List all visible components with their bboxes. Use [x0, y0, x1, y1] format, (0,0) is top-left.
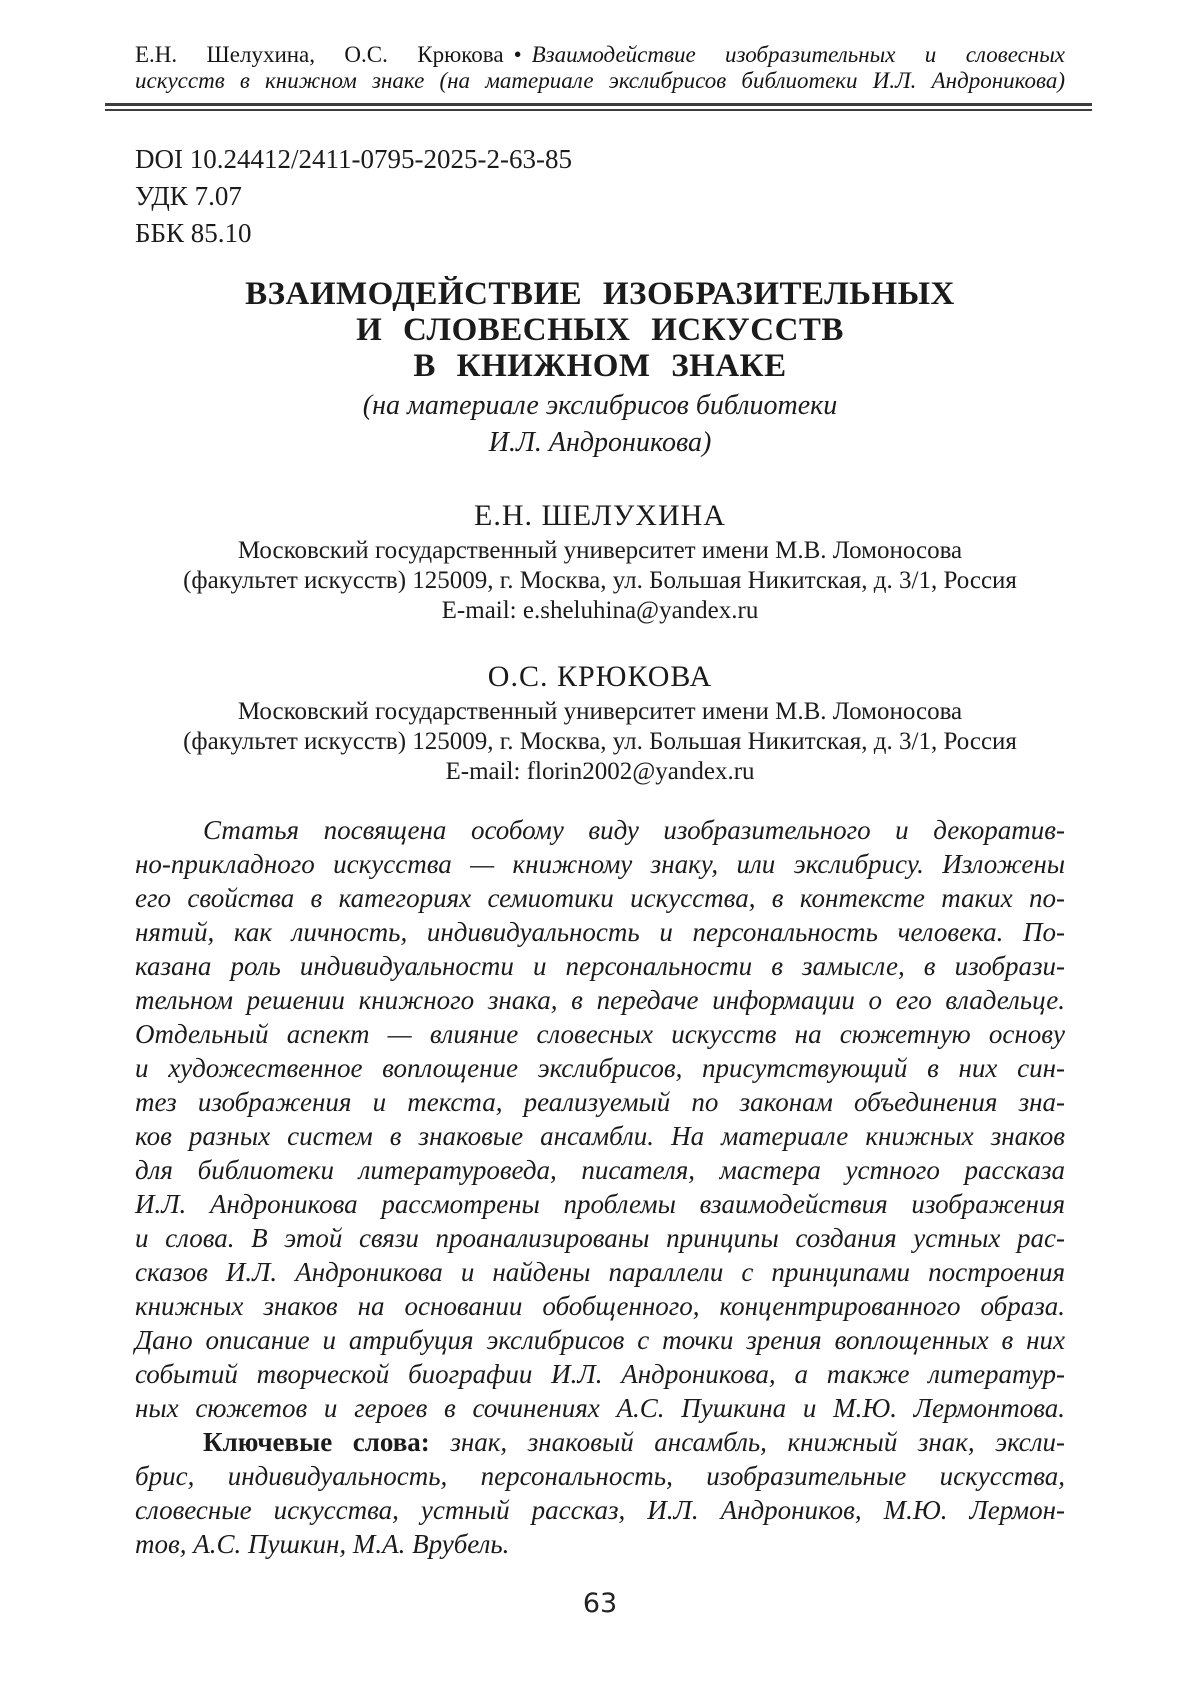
author-1-affiliation-line-1: Московский государственный университет имени М.В. Ломоносова [237, 537, 963, 564]
article-subtitle-line-2: И.Л. Андроникова) [488, 427, 712, 458]
abstract-line: событий творческой биографии И.Л. Андроникова, а также литератур- [135, 1359, 1065, 1389]
abstract-line: для библиотеки литературоведа, писателя, мастера устного рассказа [135, 1155, 1065, 1185]
running-header-line-1 [135, 42, 1065, 68]
abstract-line: ков разных систем в знаковые ансамбли. На материале книжных знаков [135, 1121, 1065, 1151]
abstract-line: его свойства в категориях семиотики искусства, в контексте таких по- [135, 883, 1065, 913]
author-1-affiliation-line-2: (факультет искусств) 125009, г. Москва, ул. Большая Никитская, д. 3/1, Россия [183, 567, 1017, 594]
author-1-email: E-mail: e.sheluhina@yandex.ru [441, 597, 759, 624]
author-1-affiliation [135, 536, 1065, 626]
abstract-line: тельном решении книжного знака, в передаче информации о его владельце. [135, 985, 1065, 1015]
running-header-title-part: Взаимодействие изобразительных и словесных [531, 42, 1065, 67]
author-2-affiliation-line-1: Московский государственный университет имени М.В. Ломоносова [237, 698, 963, 725]
article-title-line-3: В КНИЖНОМ ЗНАКЕ [413, 348, 787, 384]
running-header-authors: Е.Н. Шелухина, О.С. Крюкова [135, 42, 504, 67]
keywords-line: тов, А.С. Пушкин, М.А. Врубель. [135, 1529, 510, 1559]
keywords-text: знак, знаковый ансамбль, книжный знак, эксли- [429, 1427, 1065, 1457]
abstract-line: Статья посвящена особому виду изобразительного и декоратив- [203, 815, 1065, 845]
author-2-affiliation [135, 697, 1065, 787]
author-2-email: E-mail: florin2002@yandex.ru [445, 758, 755, 785]
abstract-line: и художественное воплощение экслибрисов, присутствующий в них син- [135, 1053, 1065, 1083]
abstract-line: нятий, как личность, индивидуальность и персональность человека. По- [135, 917, 1065, 947]
keywords-line-1 [135, 1425, 1065, 1459]
author-2-affiliation-line-2: (факультет искусств) 125009, г. Москва, ул. Большая Никитская, д. 3/1, Россия [183, 728, 1017, 755]
page-number: 63 [582, 1588, 618, 1619]
article-subtitle-line-1: (на материале экслибрисов библиотеки [362, 390, 838, 421]
article-title [135, 276, 1065, 384]
author-1-name: Е.Н. ШЕЛУХИНА [474, 499, 726, 532]
keywords-label: Ключевые слова: [203, 1427, 430, 1457]
bullet-separator: • [513, 42, 522, 67]
udc-line: УДК 7.07 [135, 181, 242, 211]
abstract [135, 813, 1065, 1561]
abstract-line: тез изображения и текста, реализуемый по законам объединения зна- [135, 1087, 1065, 1117]
abstract-line: но-прикладного искусства — книжному знаку, или экслибрису. Изложены [135, 849, 1065, 879]
abstract-line: казана роль индивидуальности и персональности в замысле, в изобрази- [135, 951, 1065, 981]
identifier-block [135, 141, 1065, 252]
abstract-line: Отдельный аспект — влияние словесных искусств на сюжетную основу [135, 1019, 1065, 1049]
abstract-line: И.Л. Андроникова рассмотрены проблемы взаимодействия изображения [135, 1189, 1065, 1219]
abstract-line: ных сюжетов и героев в сочинениях А.С. Пушкина и М.Ю. Лермонтова. [135, 1393, 1065, 1423]
keywords-line: словесные искусства, устный рассказ, И.Л. Андроников, М.Ю. Лермон- [135, 1495, 1065, 1525]
article-subtitle [135, 387, 1065, 461]
abstract-line: Дано описание и атрибуция экслибрисов с точки зрения воплощенных в них [135, 1325, 1065, 1355]
article-title-line-2: И СЛОВЕСНЫХ ИСКУССТВ [356, 312, 844, 348]
article-title-line-1: ВЗАИМОДЕЙСТВИЕ ИЗОБРАЗИТЕЛЬНЫХ [245, 276, 955, 312]
running-header-line-2: искусств в книжном знаке (на материале экслибрисов библиотеки И.Л. Андроникова) [135, 68, 1065, 93]
bbk-line: ББК 85.10 [135, 218, 252, 248]
abstract-line: сказов И.Л. Андроникова и найдены параллели с принципами построения [135, 1257, 1065, 1287]
doi-line: DOI 10.24412/2411-0795-2025-2-63-85 [135, 144, 572, 174]
author-2-name: О.С. КРЮКОВА [487, 660, 713, 693]
running-header [135, 42, 1065, 94]
header-double-rule [105, 103, 1092, 111]
keywords-line: брис, индивидуальность, персональность, изобразительные искусства, [135, 1461, 1065, 1491]
abstract-line: книжных знаков на основании обобщенного, концентрированного образа. [135, 1291, 1065, 1321]
abstract-line: и слова. В этой связи проанализированы принципы создания устных рас- [135, 1223, 1065, 1253]
